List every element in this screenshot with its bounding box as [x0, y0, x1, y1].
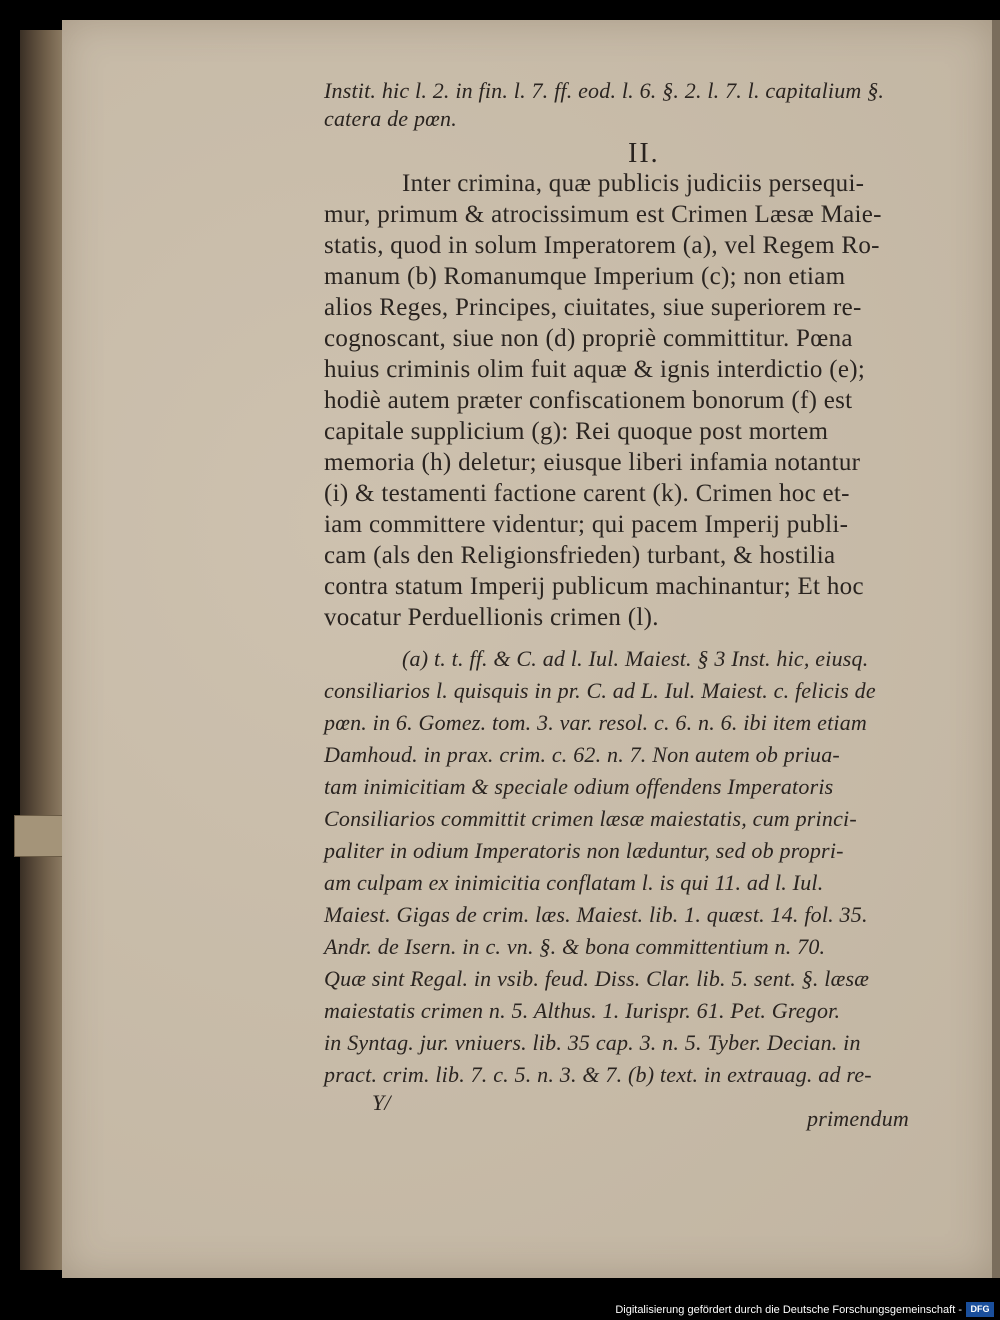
body-line: cam (als den Religionsfrieden) turbant, & hostilia — [324, 542, 836, 569]
book-page — [62, 20, 992, 1278]
footnote-line: pract. crim. lib. 7. c. 5. n. 3. & 7. (b) text. in extrauag. ad re- — [324, 1062, 872, 1087]
body-line: contra statum Imperij publicum machinantur; Et hoc — [324, 573, 864, 600]
footnote-line: Andr. de Isern. in c. vn. §. & bona committentium n. 70. — [324, 934, 826, 959]
footnote-line: Consiliarios committit crimen læsæ maiestatis, cum princi- — [324, 806, 857, 831]
footnote-line: Damhoud. in prax. crim. c. 62. n. 7. Non autem ob priua- — [324, 742, 840, 767]
book-binding-edge — [20, 30, 62, 1270]
body-line: huius criminis olim fuit aquæ & ignis interdictio (e); — [324, 356, 866, 383]
body-line: vocatur Perduellionis crimen (l). — [324, 604, 659, 631]
catchword: primendum — [807, 1106, 910, 1131]
dfg-logo: DFG — [966, 1302, 994, 1317]
body-line: mur, primum & atrocissimum est Crimen Læsæ Maie- — [324, 201, 882, 228]
footnote-line: paliter in odium Imperatoris non læduntur, sed ob propri- — [324, 838, 844, 863]
footnote-line: tam inimicitiam & speciale odium offendens Imperatoris — [324, 774, 834, 799]
page-tab-marker — [14, 815, 66, 857]
footnote-line: in Syntag. jur. vniuers. lib. 35 cap. 3. n. 5. Tyber. Decian. in — [324, 1030, 861, 1055]
body-line: Inter crimina, quæ publicis judiciis persequi- — [402, 170, 865, 197]
footnote-line: consiliarios l. quisquis in pr. C. ad L. Iul. Maiest. c. felicis de — [324, 678, 876, 703]
body-line: manum (b) Romanumque Imperium (c); non etiam — [324, 263, 846, 290]
digitization-credit: Digitalisierung gefördert durch die Deutsche Forschungsgemeinschaft - — [615, 1304, 962, 1316]
body-line: memoria (h) deletur; eiusque liberi infamia notantur — [324, 449, 861, 476]
body-line: alios Reges, Principes, ciuitates, siue superiorem re- — [324, 294, 862, 321]
footnote-line: Maiest. Gigas de crim. læs. Maiest. lib. 1. quæst. 14. fol. 35. — [324, 902, 868, 927]
body-line: cognoscant, siue non (d) propriè committitur. Pœna — [324, 325, 853, 352]
footnote-line: am culpam ex inimicitia conflatam l. is qui 11. ad l. Iul. — [324, 870, 824, 895]
footnote-line: maiestatis crimen n. 5. Althus. 1. Iurispr. 61. Pet. Gregor. — [324, 998, 841, 1023]
top-note-line: Instit. hic l. 2. in fin. l. 7. ff. eod. l. 6. §. 2. l. 7. l. capitalium §. — [324, 78, 885, 103]
signature-mark: Y/ — [372, 1090, 391, 1115]
footnote-line: pœn. in 6. Gomez. tom. 3. var. resol. c. 6. n. 6. ibi item etiam — [324, 710, 868, 735]
body-line: capitale supplicium (g): Rei quoque post mortem — [324, 418, 829, 445]
body-line: iam committere videntur; qui pacem Imperij publi- — [324, 511, 849, 538]
footnote-line: Quæ sint Regal. in vsib. feud. Diss. Clar. lib. 5. sent. §. læsæ — [324, 966, 870, 991]
top-note-line: catera de pœn. — [324, 106, 457, 131]
section-number: II. — [628, 138, 660, 169]
body-line: statis, quod in solum Imperatorem (a), vel Regem Ro- — [324, 232, 880, 259]
body-line: hodiè autem præter confiscationem bonorum (f) est — [324, 387, 853, 414]
page-right-edge — [992, 20, 1000, 1278]
body-line: (i) & testamenti factione carent (k). Crimen hoc et- — [324, 480, 850, 507]
footnote-line: (a) t. t. ff. & C. ad l. Iul. Maiest. § 3 Inst. hic, eiusq. — [402, 646, 869, 671]
